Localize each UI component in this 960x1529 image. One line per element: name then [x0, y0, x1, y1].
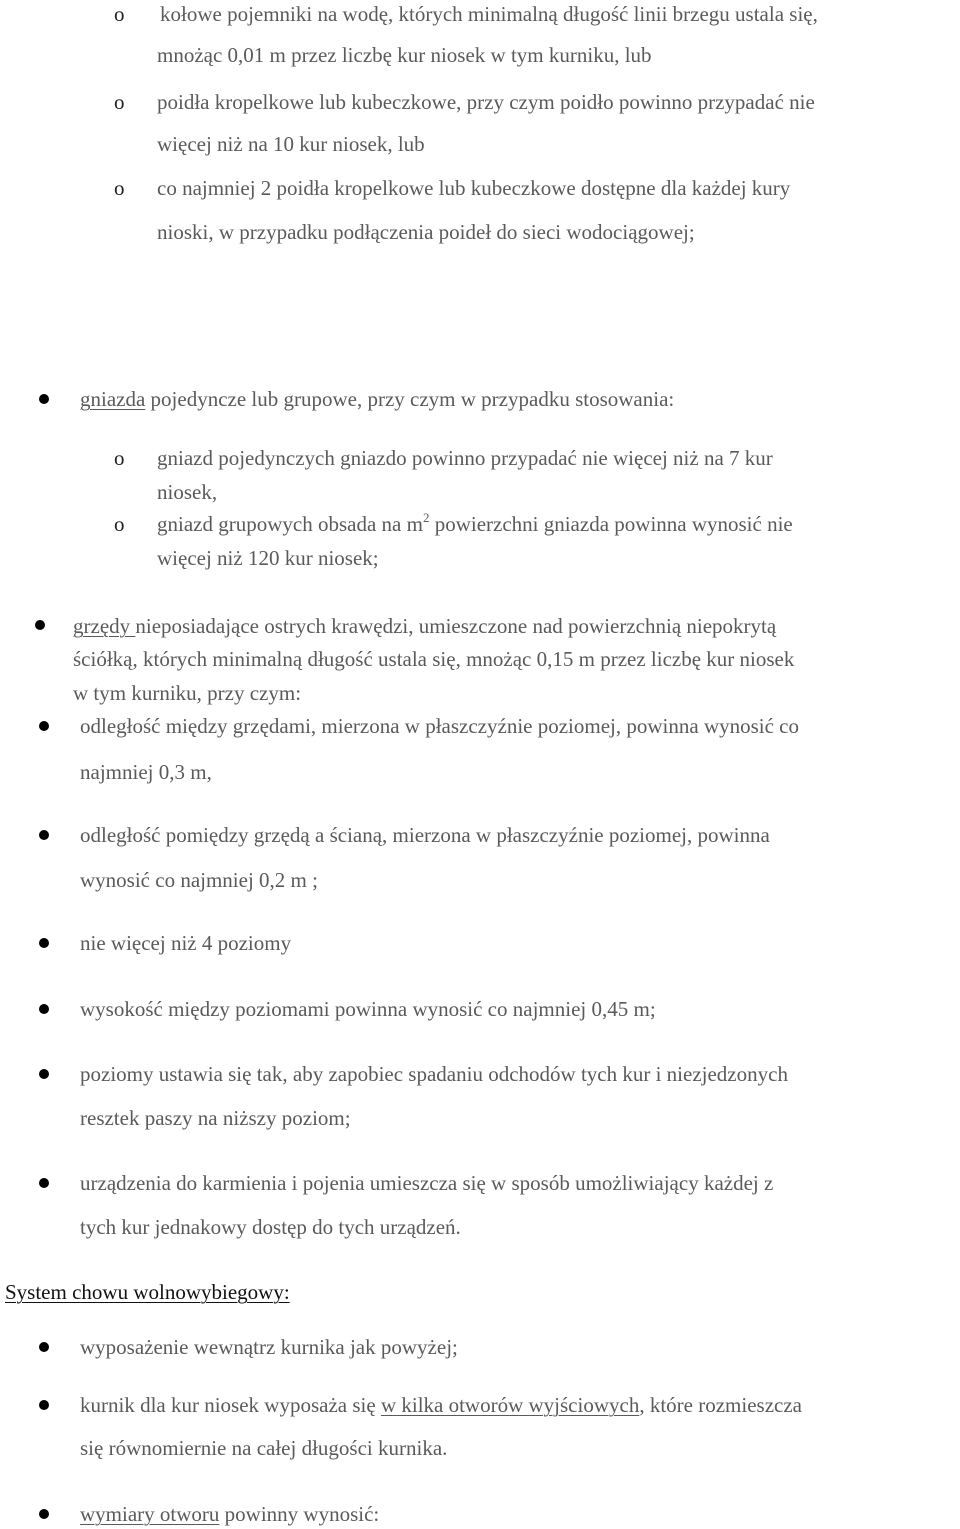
bullet-dot: [39, 1509, 49, 1519]
list-item-line: nioski, w przypadku podłączenia poideł do sieci wodociągowej;: [157, 220, 695, 244]
term-grzedy: grzędy: [73, 614, 136, 638]
section-line: się równomiernie na całej długości kurnika.: [80, 1436, 448, 1460]
section-line: [80, 1502, 379, 1526]
grzedy-line: [73, 614, 776, 638]
list-item-line: co najmniej 2 poidła kropelkowe lub kubeczkowe dostępne dla każdej kury: [157, 176, 791, 200]
underlined-phrase: w kilka otworów wyjściowych: [380, 1393, 640, 1417]
bullet-dot: [39, 1178, 49, 1188]
heading-text: System chowu wolnowybiegowy:: [5, 1280, 290, 1304]
bullet-line: urządzenia do karmienia i pojenia umieszcza się w sposób umożliwiający każdej z: [80, 1171, 774, 1195]
superscript: 2: [422, 510, 430, 525]
bullet-line: odległość pomiędzy grzędą a ścianą, mierzona w płaszczyźnie poziomej, powinna: [80, 823, 770, 847]
bullet-line: wynosić co najmniej 0,2 m ;: [80, 868, 318, 892]
underlined-phrase: wymiary otworu: [80, 1502, 220, 1526]
bullet-dot: [39, 721, 49, 731]
bullet-dot: [39, 830, 49, 840]
grzedy-line: ściółką, których minimalną długość ustala się, mnożąc 0,15 m przez liczbę kur niosek: [73, 647, 795, 671]
bullet-line: najmniej 0,3 m,: [80, 760, 212, 784]
gniazda-sub-line: więcej niż 120 kur niosek;: [157, 546, 379, 570]
bullet-dot: [35, 620, 45, 630]
list-marker: o: [114, 512, 125, 536]
list-item-line: poidła kropelkowe lub kubeczkowe, przy czym poidło powinno przypadać nie: [157, 90, 815, 114]
list-item-line: mnożąc 0,01 m przez liczbę kur niosek w tym kurniku, lub: [157, 43, 652, 67]
gniazda-sub-line: gniazd pojedynczych gniazdo powinno przypadać nie więcej niż na 7 kur: [157, 446, 773, 470]
list-marker: o: [114, 446, 125, 470]
text: powinny wynosić:: [219, 1502, 380, 1526]
text: gniazd grupowych obsada na m: [157, 512, 423, 536]
text: nieposiadające ostrych krawędzi, umieszczone nad powierzchnią niepokrytą: [135, 614, 777, 638]
term-gniazda: gniazda: [80, 387, 146, 411]
bullet-dot: [39, 1400, 49, 1410]
gniazda-rest: pojedyncze lub grupowe, przy czym w przypadku stosowania:: [145, 387, 675, 411]
bullet-dot: [39, 1004, 49, 1014]
section-line: wyposażenie wewnątrz kurnika jak powyżej;: [80, 1335, 458, 1359]
list-marker: o: [114, 90, 125, 114]
gniazda-sub-line: niosek,: [157, 480, 218, 504]
gniazda-sub-line: [157, 512, 793, 536]
bullet-line: poziomy ustawia się tak, aby zapobiec spadaniu odchodów tych kur i niezjedzonych: [80, 1062, 788, 1086]
list-item-line: więcej niż na 10 kur niosek, lub: [157, 132, 425, 156]
bullet-line: tych kur jednakowy dostęp do tych urządzeń.: [80, 1215, 461, 1239]
bullet-dot: [39, 1342, 49, 1352]
grzedy-line: w tym kurniku, przy czym:: [73, 681, 302, 705]
text: powierzchni gniazda powinna wynosić nie: [429, 512, 793, 536]
bullet-line: wysokość między poziomami powinna wynosić co najmniej 0,45 m;: [80, 997, 656, 1021]
text: kurnik dla kur niosek wyposaża się: [80, 1393, 381, 1417]
section-line: [80, 1393, 802, 1417]
list-marker: o: [114, 176, 125, 200]
text: , które rozmieszcza: [639, 1393, 802, 1417]
list-marker: o: [114, 2, 125, 26]
bullet-line: nie więcej niż 4 poziomy: [80, 931, 292, 955]
bullet-line: resztek paszy na niższy poziom;: [80, 1106, 351, 1130]
bullet-dot: [39, 1069, 49, 1079]
bullet-line: odległość między grzędami, mierzona w płaszczyźnie poziomej, powinna wynosić co: [80, 714, 800, 738]
list-item-line: kołowe pojemniki na wodę, których minimalną długość linii brzegu ustala się,: [160, 2, 818, 26]
bullet-dot: [39, 394, 49, 404]
bullet-dot: [39, 938, 49, 948]
section-heading: [5, 1280, 290, 1304]
gniazda-line: [80, 387, 674, 411]
